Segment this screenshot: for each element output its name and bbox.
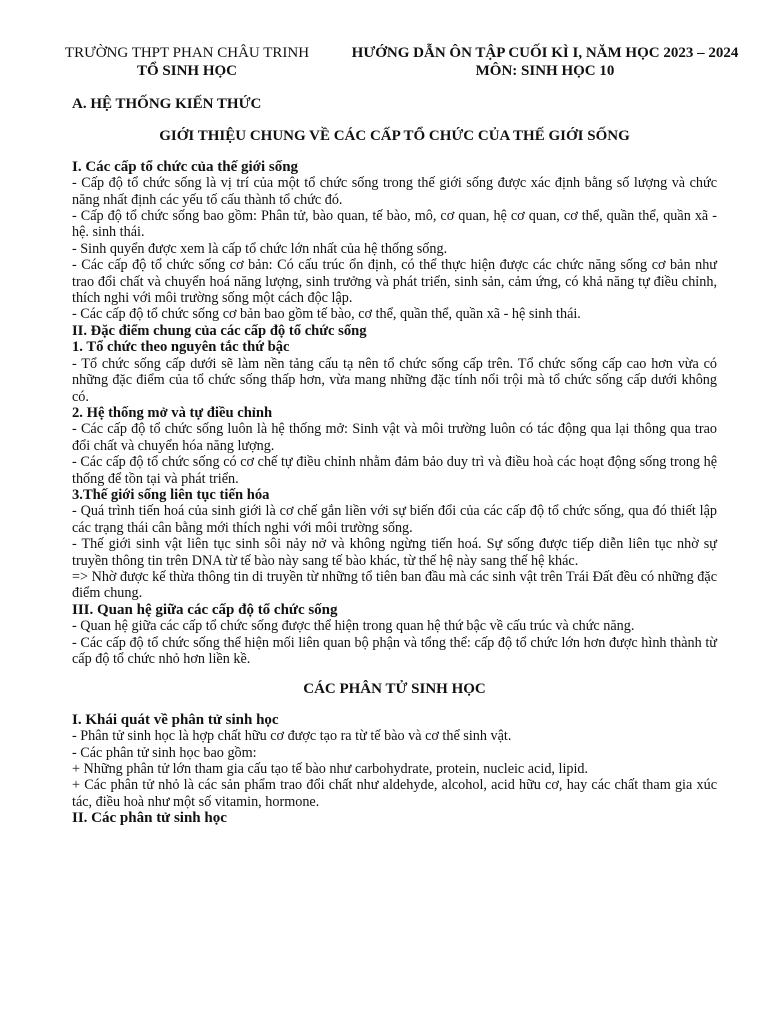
topic1-title: GIỚI THIỆU CHUNG VỀ CÁC CẤP TỔ CHỨC CỦA THẾ GIỚI SỐNG <box>159 128 630 145</box>
paragraph: - Phân tử sinh học là hợp chất hữu cơ được tạo ra từ tế bào và cơ thể sinh vật. <box>72 728 512 745</box>
topic1-subheading-3: 3.Thế giới sống liên tục tiến hóa <box>72 486 270 503</box>
header-right <box>340 44 750 80</box>
topic2-heading-2: II. Các phân tử sinh học <box>72 810 227 827</box>
department-name: TỔ SINH HỌC <box>136 63 238 79</box>
paragraph: - Các cấp độ tổ chức sống cơ bản: Có cấu trúc ổn định, có thể thực hiện được các chức năng sống cơ bản như trao đổi chất và chuyển hoá năng lượng, sinh trưởng và phát triển, sinh sản, cảm ứng, có khả năng tự điều chỉnh, thích nghi với môi trường sống một cách độc lập. <box>72 257 717 307</box>
paragraph: - Các cấp độ tổ chức sống cơ bản bao gồm tế bào, cơ thể, quần thể, quần xã - hệ sinh thái. <box>72 306 581 323</box>
section-a-heading: A. HỆ THỐNG KIẾN THỨC <box>72 96 262 112</box>
paragraph: - Các cấp độ tổ chức sống luôn là hệ thống mở: Sinh vật và môi trường luôn có tác động qua lại thông qua trao đổi chất và chuyển hóa năng lượng. <box>72 421 717 454</box>
subject-name: MÔN: SINH HỌC 10 <box>475 63 615 79</box>
paragraph: + Các phân tử nhỏ là các sản phẩm trao đổi chất như aldehyde, alcohol, acid hữu cơ, hay các chất tham gia xúc tác, điều hoà như một số vitamin, hormone. <box>72 777 717 810</box>
paragraph: - Quá trình tiến hoá của sinh giới là cơ chế gắn liền với sự biến đổi của các cấp độ tổ chức sống, qua đó thiết lập các trạng thái cân bằng mới thích nghi với môi trường sống. <box>72 503 717 536</box>
paragraph: - Sinh quyển được xem là cấp tổ chức lớn nhất của hệ thống sống. <box>72 240 448 257</box>
paragraph: - Cấp độ tổ chức sống bao gồm: Phân tử, bào quan, tế bào, mô, cơ quan, hệ cơ quan, cơ thể, quần thể, quần xã - hệ. sinh thái. <box>72 208 717 241</box>
topic1-heading-1: I. Các cấp tổ chức của thế giới sống <box>72 158 299 175</box>
paragraph: + Những phân tử lớn tham gia cấu tạo tế bào như carbohydrate, protein, nucleic acid, lipid. <box>72 761 589 778</box>
header-left <box>58 44 316 80</box>
topic1-subheading-1: 1. Tổ chức theo nguyên tắc thứ bậc <box>72 339 290 356</box>
paragraph: => Nhờ được kế thừa thông tin di truyền từ những tổ tiên ban đầu mà các sinh vật trên Trái Đất đều có những đặc điểm chung. <box>72 568 717 602</box>
topic2-heading-1: I. Khái quát về phân tử sinh học <box>72 711 279 728</box>
topic1-subheading-2: 2. Hệ thống mở và tự điều chỉnh <box>72 404 273 421</box>
paragraph: - Các phân tử sinh học bao gồm: <box>72 744 257 761</box>
paragraph: - Các cấp độ tổ chức sống có cơ chế tự điều chỉnh nhằm đảm bảo duy trì và điều hoà các hoạt động sống trong hệ thống để tồn tại và phát triển. <box>72 454 717 487</box>
paragraph: - Quan hệ giữa các cấp tổ chức sống được thể hiện trong quan hệ thứ bậc về cấu trúc và chức năng. <box>72 618 635 635</box>
topic1-heading-2: II. Đặc điểm chung của các cấp độ tổ chức sống <box>72 322 367 339</box>
topic1-heading-3: III. Quan hệ giữa các cấp độ tổ chức sống <box>72 601 338 618</box>
paragraph: - Các cấp độ tổ chức sống thể hiện mối liên quan bộ phận và tổng thể: cấp độ tổ chức lớn hơn được hình thành từ cấp độ tổ chức nhỏ hơn liền kề. <box>72 634 717 667</box>
paragraph: - Cấp độ tổ chức sống là vị trí của một tổ chức sống trong thế giới sống được xác định bằng số lượng và chức năng nhất định các yếu tố cấu thành tổ chức đó. <box>72 175 717 208</box>
paragraph: - Tổ chức sống cấp dưới sẽ làm nền tảng cấu tạ nên tổ chức sống cấp trên. Tổ chức sống cấp cao hơn vừa có những đặc điểm của tổ chức sống thấp hơn, vừa mang những đặc tính nổi trội mà tổ chức sống cấp dưới không có. <box>72 355 717 405</box>
paragraph: - Thế giới sinh vật liên tục sinh sôi nảy nở và không ngừng tiến hoá. Sự sống được tiếp diễn liên tục nhờ sự truyền thông tin trên DNA từ tế bào này sang tế bào khác, từ thế hệ này sang thế hệ khác. <box>72 536 717 569</box>
school-name: TRƯỜNG THPT PHAN CHÂU TRINH <box>64 45 310 61</box>
document-body <box>72 96 717 827</box>
document-title: HƯỚNG DẪN ÔN TẬP CUỐI KÌ I, NĂM HỌC 2023 – 2024 <box>351 45 739 61</box>
spacer <box>72 667 717 681</box>
topic2-title: CÁC PHÂN TỬ SINH HỌC <box>303 681 486 698</box>
